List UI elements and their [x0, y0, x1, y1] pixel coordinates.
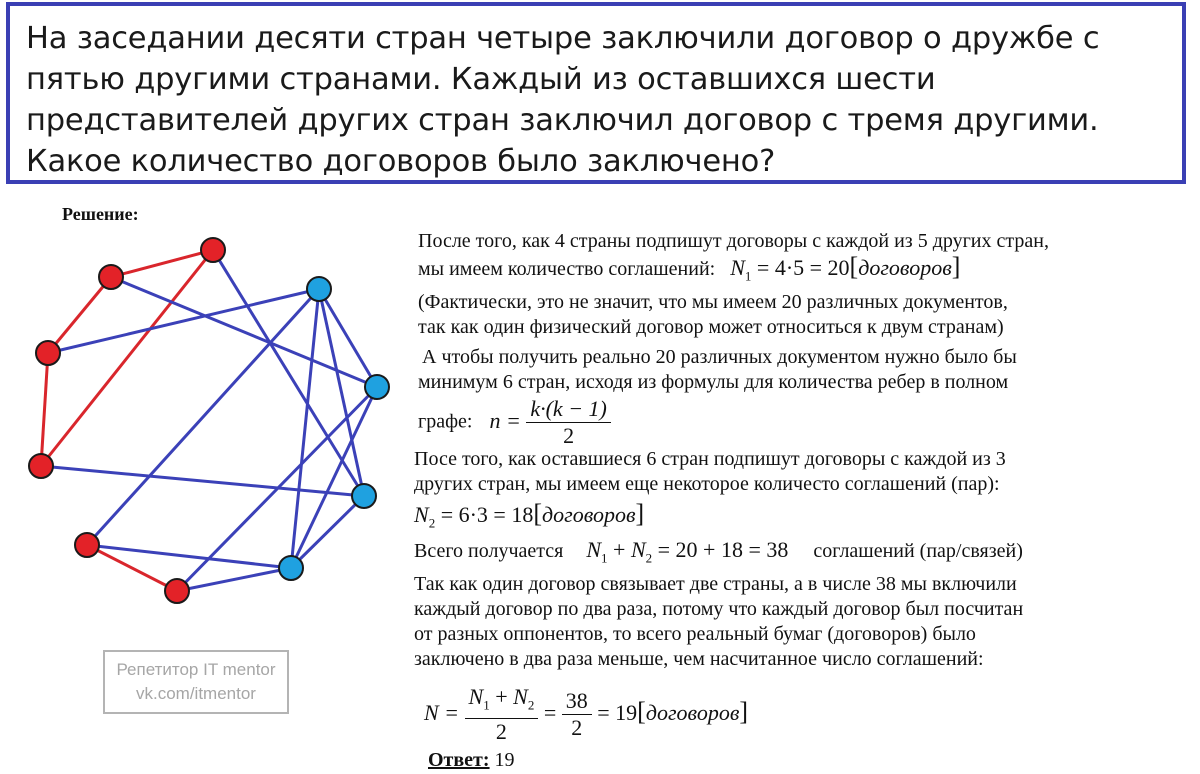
blue-node	[307, 277, 331, 301]
solution-text-line: После того, как 4 страны подпишут договоры с каждой из 5 других стран,	[418, 230, 1049, 252]
red-node	[99, 265, 123, 289]
blue-node	[352, 484, 376, 508]
blue-edge	[291, 387, 377, 568]
red-node	[201, 238, 225, 262]
red-node	[75, 533, 99, 557]
solution-text: Всего получается	[414, 540, 564, 562]
solution-text: соглашений (пар/связей)	[813, 540, 1023, 562]
problem-statement	[6, 2, 1186, 184]
watermark	[103, 650, 289, 714]
solution-text-line: А чтобы получить реально 20 различных документом нужно было бы	[422, 346, 1017, 368]
formula-n1: $N_1 = 4\cdot 5$ = 20[договоров]	[730, 252, 961, 284]
red-edge	[41, 353, 48, 466]
formula-sum: $N_1 + N_2 = 20 + 18 = 38$	[586, 537, 789, 566]
formula-edges: n = $\frac{k\cdot(k - 1)}{2}$	[489, 408, 610, 433]
answer	[428, 748, 515, 772]
solution-text-line: от разных оппонентов, то всего реальный бумаг (договоров) было	[414, 623, 976, 645]
solution-text-line: других стран, мы имеем еще некоторое количесто соглашений (пар):	[414, 473, 1000, 495]
solution-text-line: Посе того, как оставшиеся 6 стран подпишут договоры с каждой из 3	[414, 448, 1006, 470]
red-edge	[111, 250, 213, 277]
solution-text-line	[414, 499, 645, 535]
red-edges	[41, 250, 213, 591]
problem-text: На заседании десяти стран четыре заключили договор о дружбе с пятью другими странами. Каждый из оставшихся шести представителей других стран заключил договор с тремя другими. Какое количество договоров было заключено?	[26, 21, 1100, 179]
blue-edge	[87, 289, 319, 545]
solution-text-line: так как один физический договор может относиться к двум странам)	[418, 316, 1004, 338]
red-node	[165, 579, 189, 603]
red-node	[36, 341, 60, 365]
graph-diagram	[0, 220, 400, 620]
red-node	[29, 454, 53, 478]
solution-heading: Решение:	[62, 204, 139, 224]
solution-text-line	[418, 252, 961, 288]
solution-text-line	[414, 538, 1023, 570]
solution-text-line: (Фактически, это не значит, что мы имеем 20 различных документов,	[418, 291, 1008, 313]
answer-label: Ответ:	[428, 749, 490, 771]
formula-final: N = $\frac{N_1 + N_2}{2}$ = $\frac{38}{2}$ = 19[договоров]	[424, 684, 749, 745]
watermark-line1: Репетитор IT mentor	[116, 660, 276, 679]
blue-edge	[87, 545, 291, 568]
solution-text: мы имеем количество соглашений:	[418, 258, 716, 280]
blue-edge	[41, 466, 364, 496]
blue-edge	[48, 289, 319, 353]
solution-text: графе:	[418, 410, 473, 433]
blue-edge	[319, 289, 377, 387]
red-edge	[87, 545, 177, 591]
solution-text-line: Так как один договор связывает две страны, а в числе 38 мы включили	[414, 573, 1017, 595]
blue-edge	[291, 289, 319, 568]
answer-value: 19	[494, 749, 515, 771]
solution-text-line: заключено в два раза меньше, чем насчитанное число соглашений:	[414, 648, 984, 670]
solution-text-line	[418, 396, 611, 449]
blue-node	[365, 375, 389, 399]
blue-node	[279, 556, 303, 580]
solution-text-line: каждый договор по два раза, потому что каждый договор был посчитан	[414, 598, 1024, 620]
formula-n2: $N_2 = 6\cdot 3$ = 18[договоров]	[414, 499, 645, 531]
blue-edge	[291, 496, 364, 568]
solution-text-line: минимум 6 стран, исходя из формулы для количества ребер в полном	[418, 371, 1009, 393]
watermark-line2: vk.com/itmentor	[136, 684, 256, 703]
